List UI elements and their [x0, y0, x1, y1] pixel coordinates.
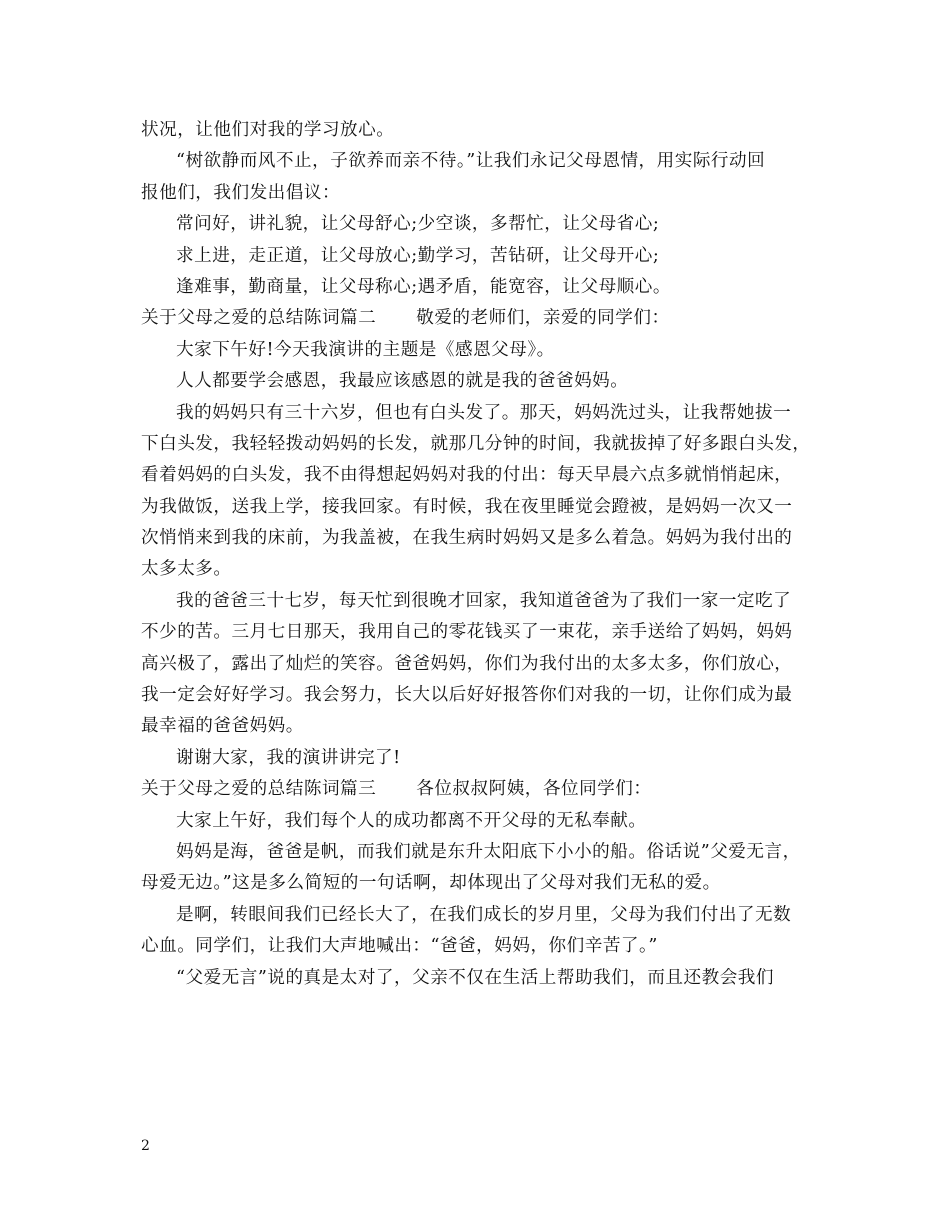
text-line: 妈妈是海，爸爸是帆，而我们就是东升太阳底下小小的船。俗话说”父爱无言， — [176, 841, 801, 862]
text-line: 我的爸爸三十七岁，每天忙到很晚才回家，我知道爸爸为了我们一家一定吃了 — [176, 590, 792, 611]
text-line: “树欲静而风不止，子欲养而亲不待。”让我们永记父母恩情，用实际行动回 — [176, 151, 766, 172]
text-line: 逢难事，勤商量，让父母称心;遇矛盾，能宽容，让父母顺心。 — [176, 276, 671, 297]
page-number: 2 — [141, 1138, 150, 1154]
text-line: 我一定会好好学习。我会努力，长大以后好好报答你们对我的一切，让你们成为最 — [141, 685, 793, 706]
text-line: 是啊，转眼间我们已经长大了，在我们成长的岁月里，父母为我们付出了无数 — [176, 904, 792, 925]
section-greeting: 各位叔叔阿姨，各位同学们： — [416, 779, 652, 800]
section-heading — [141, 303, 831, 334]
text-line: 大家下午好!今天我演讲的主题是《感恩父母》。 — [176, 339, 555, 360]
text-line: 人人都要学会感恩，我最应该感恩的就是我的爸爸妈妈。 — [176, 371, 629, 392]
text-line: 心血。同学们，让我们大声地喊出：“爸爸，妈妈，你们辛苦了。” — [141, 936, 658, 957]
text-line: 看着妈妈的白头发，我不由得想起妈妈对我的付出：每天早晨六点多就悄悄起床， — [141, 465, 793, 486]
text-line: 报他们，我们发出倡议： — [141, 182, 341, 203]
section-greeting: 敬爱的老师们，亲爱的同学们： — [416, 308, 670, 329]
text-line: 太多太多。 — [141, 559, 232, 580]
text-line: 大家上午好，我们每个人的成功都离不开父母的无私奉献。 — [176, 810, 647, 831]
section-heading — [141, 774, 831, 805]
section-title: 关于父母之爱的总结陈词篇三 — [141, 779, 377, 800]
text-line: 最幸福的爸爸妈妈。 — [141, 716, 304, 737]
text-line: 母爱无边。”这是多么简短的一句话啊，却体现出了父母对我们无私的爱。 — [141, 873, 721, 894]
text-line: 常问好，讲礼貌，让父母舒心;少空谈，多帮忙，让父母省心; — [176, 214, 660, 235]
text-line: 求上进，走正道，让父母放心;勤学习，苦钻研，让父母开心; — [176, 245, 660, 266]
body-text — [141, 115, 831, 994]
text-line: 下白头发，我轻轻拨动妈妈的长发，就那几分钟的时间，我就拔掉了好多跟白头发， — [141, 433, 811, 454]
text-line: 谢谢大家，我的演讲讲完了! — [176, 747, 401, 768]
text-line: 不少的苦。三月七日那天，我用自己的零花钱买了一束花，亲手送给了妈妈，妈妈 — [141, 622, 793, 643]
text-line: 我的妈妈只有三十六岁，但也有白头发了。那天，妈妈洗过头，让我帮她拔一 — [176, 402, 792, 423]
section-title: 关于父母之爱的总结陈词篇二 — [141, 308, 377, 329]
text-line: 为我做饭，送我上学，接我回家。有时候，我在夜里睡觉会蹬被，是妈妈一次又一 — [141, 496, 793, 517]
text-line: “父爱无言”说的真是太对了，父亲不仅在生活上帮助我们，而且还教会我们 — [176, 967, 774, 988]
text-line: 状况，让他们对我的学习放心。 — [141, 120, 395, 140]
text-line: 高兴极了，露出了灿烂的笑容。爸爸妈妈，你们为我付出的太多太多，你们放心， — [141, 653, 793, 674]
text-line: 次悄悄来到我的床前，为我盖被，在我生病时妈妈又是多么着急。妈妈为我付出的 — [141, 528, 793, 549]
